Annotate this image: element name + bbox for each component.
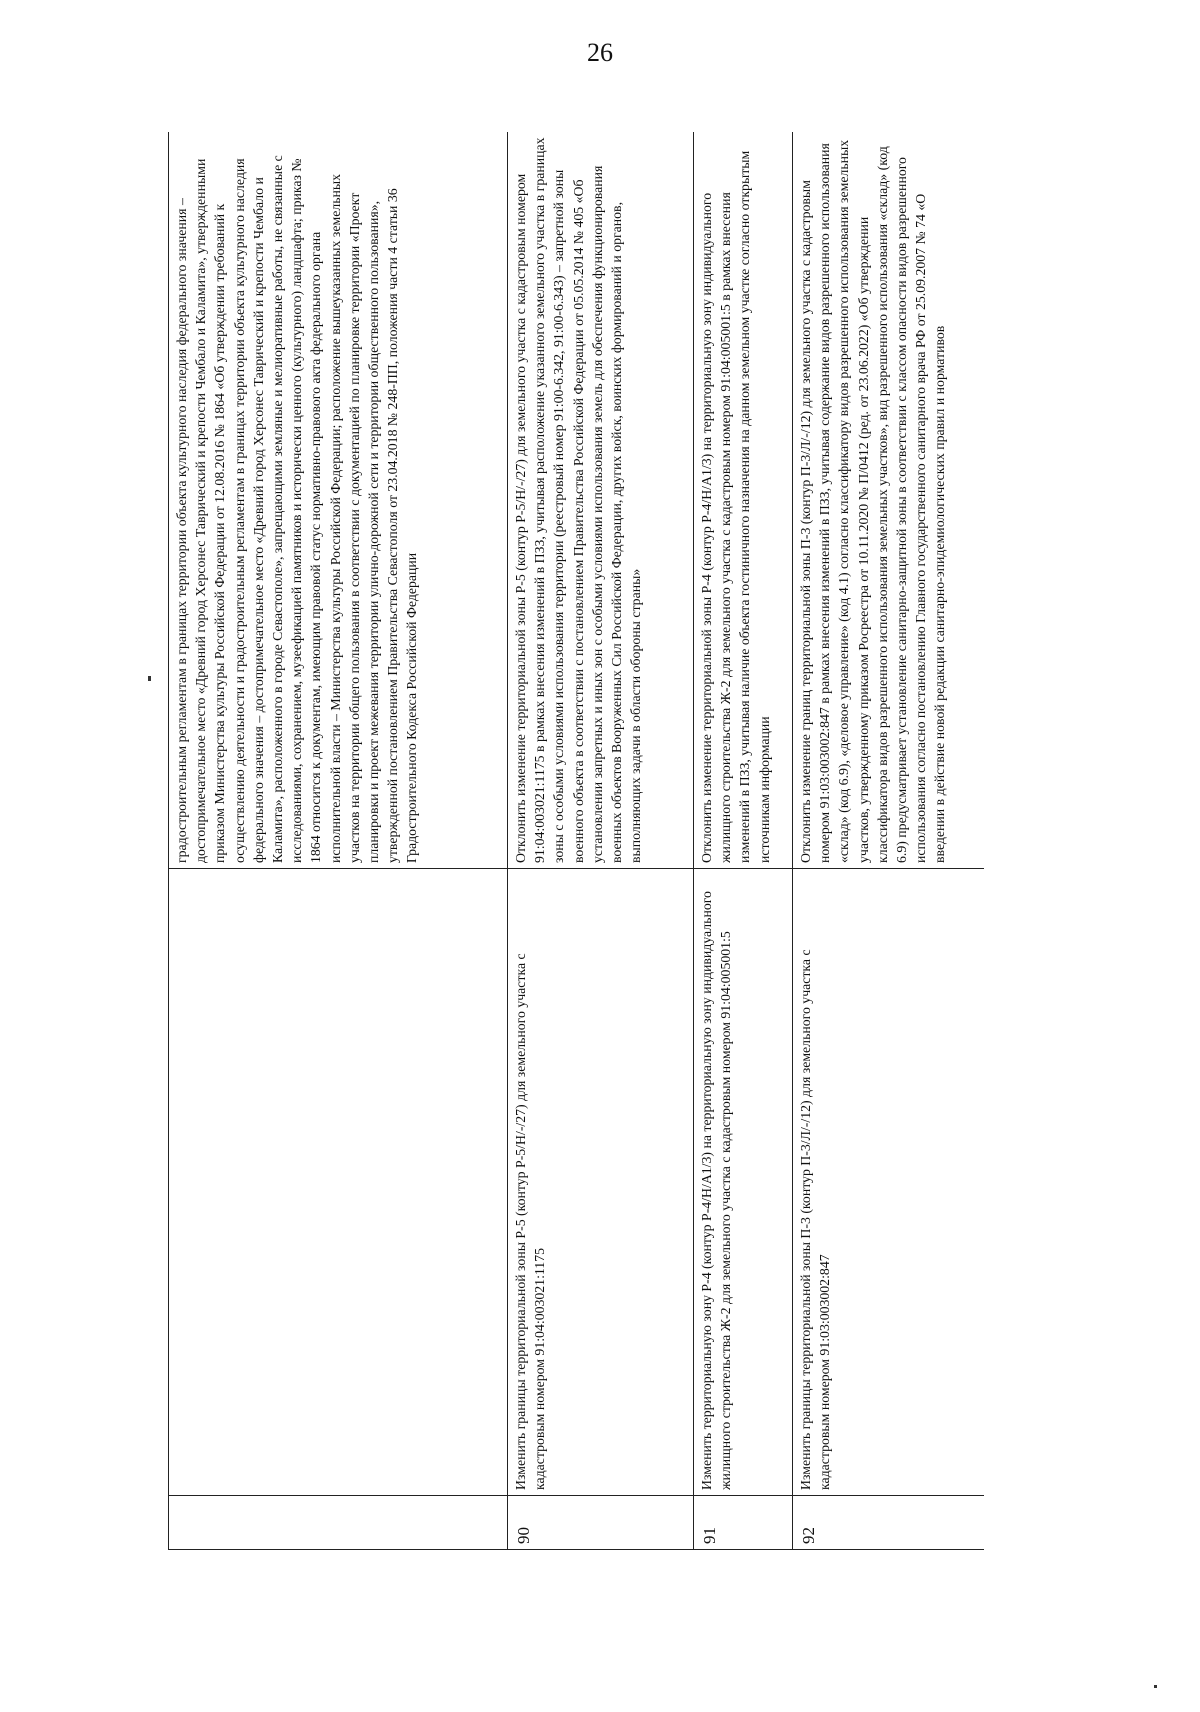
request-cell: Изменить территориальную зону Р-4 (контур Р-4/Н/А1/3) на территориальную зону индивидуального жилищного строительства Ж-2 для земельного участка с кадастровым номером 91:04:005001:5	[694, 869, 793, 1496]
rotated-table-container	[168, 132, 984, 1550]
rotated-table-region	[168, 132, 984, 1550]
table-row	[169, 132, 508, 1550]
row-number-cell	[169, 1496, 508, 1550]
request-cell: Изменить границы территориальной зоны Р-5 (контур Р-5/Н/-/27) для земельного участка с кадастровым номером 91:04:003021:1175	[508, 869, 694, 1496]
table-row	[793, 132, 985, 1550]
decision-cell: Отклонить изменение границ территориальной зоны П-3 (контур П-3/Л/-/12) для земельного участка с кадастровым номером 91:03:003002:847 в рамках внесения изменений в ПЗЗ, учитывая содержание видов разрешенного использования «склад» (код 6.9), «деловое управление» (код 4.1) согласно классификатору видов разрешенного использования земельных участков, утвержденному приказом Росреестра от 10.11.2020 № П/0412 (ред. от 23.06.2022) «Об утверждении классификатора видов разрешенного использования земельных участков», вид разрешенного использования «склад» (код 6.9) предусматривает установление санитарно-защитной зоны в соответствии с классом опасности видов разрешенного использования согласно постановлению Главного государственного санитарного врача РФ от 25.09.2007 № 74 «О введении в действие новой редакции санитарно-эпидемиологических правил и нормативов	[793, 132, 985, 869]
request-cell	[169, 869, 508, 1496]
decision-cell: градостроительным регламентам в границах территории объекта культурного наследия федерального значения – достопримечательное место «Древний город Херсонес Таврический и крепости Чембало и Каламита», утвержденными приказом Министерства культуры Российской Федерации от 12.08.2016 № 1864 «Об утверждении требований к осуществлению деятельности и градостроительным регламентам в границах территории объекта культурного наследия федерального значения – достопримечательное место «Древний город Херсонес Таврический и крепости Чембало и Каламита», расположенного в городе Севастополе», запрещающими земляные и мелиоративные работы, не связанные с исследованиями, сохранением, музеефикацией памятников и исторически ценного (культурного) ландшафта; приказ № 1864 относится к документам, имеющим правовой статус нормативно-правового акта федерального органа исполнительной власти – Министерства культуры Российской Федерации; расположение вышеуказанных земельных участков на территории общего пользования в соответствии с документацией по планировке территории «Проект планировки и проект межевания территории улично-дорожной сети и территории общественного пользования», утвержденной постановлением Правительства Севастополя от 23.04.2018 № 248-ПП, положения части 4 статьи 36 Градостроительного Кодекса Российской Федерации	[169, 132, 508, 869]
decision-cell: Отклонить изменение территориальной зоны Р-5 (контур Р-5/Н/-/27) для земельного участка с кадастровым номером 91:04:003021:1175 в рамках внесения изменений в ПЗЗ, учитывая расположение указанного земельного участка в границах зоны с особыми условиями использования территории (реестровый номер 91:00-6.342, 91:00-6.343) – запретной зоны военного объекта в соответствии с постановлением Правительства Российской Федерации от 05.05.2014 № 405 «Об установлении запретных и иных зон с особыми условиями использования земель для обеспечения функционирования военных объектов Вооруженных Сил Российской Федерации, других войск, воинских формирований и органов, выполняющих задачи в области обороны страны»	[508, 132, 694, 869]
row-number-cell: 91	[694, 1496, 793, 1550]
decisions-table	[168, 132, 984, 1550]
request-cell: Изменить границы территориальной зоны П-3 (контур П-3/Л/-/12) для земельного участка с кадастровым номером 91:03:003002:847	[793, 869, 985, 1496]
scan-speck	[1154, 1685, 1157, 1688]
table-row	[694, 132, 793, 1550]
decision-cell: Отклонить изменение территориальной зоны Р-4 (контур Р-4/Н/А1/3) на территориальную зону индивидуального жилищного строительства Ж-2 для земельного участка с кадастровым номером 91:04:005001:5 в рамках внесения изменений в ПЗЗ, учитывая наличие объекта гостиничного назначения на данном земельном участке согласно открытым источникам информации	[694, 132, 793, 869]
row-number-cell: 92	[793, 1496, 985, 1550]
page-number: 26	[587, 38, 613, 67]
scan-speck	[148, 676, 151, 681]
table-row	[508, 132, 694, 1550]
row-number-cell: 90	[508, 1496, 694, 1550]
